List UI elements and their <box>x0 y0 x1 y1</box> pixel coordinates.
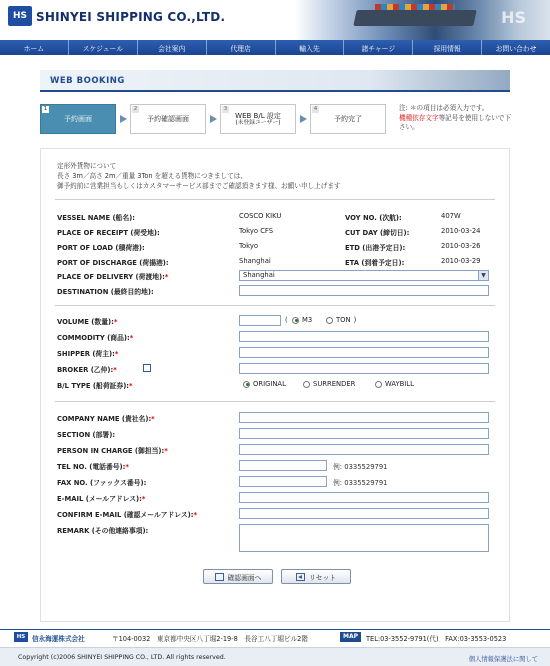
monitor-icon <box>215 573 224 581</box>
company-input[interactable] <box>239 412 489 423</box>
voy-label: VOY NO. (次航): <box>345 214 402 222</box>
destination-input[interactable] <box>239 285 489 296</box>
main-nav <box>0 40 550 55</box>
confirm-button[interactable] <box>203 569 273 584</box>
note-red-text: 機種依存文字 <box>399 113 439 122</box>
bl-original-label: ORIGINAL <box>253 380 286 388</box>
step-label: WEB B/L 設定 <box>235 111 281 120</box>
shipper-label-text: SHIPPER (荷主): <box>57 350 115 358</box>
note-line-1: 注: ＊の項目は必須入力です。 <box>399 104 489 112</box>
commodity-row <box>57 331 497 343</box>
volume-label-text: VOLUME (数量): <box>57 318 114 326</box>
confirm-button-label: 確認画面へ <box>227 573 262 582</box>
fax-input[interactable] <box>239 476 327 487</box>
tel-label-text: TEL NO. (電話番号): <box>57 463 126 471</box>
reset-button[interactable] <box>281 569 351 584</box>
nav-item-home[interactable]: ホーム <box>0 40 69 55</box>
reset-button-label: リセット <box>308 573 337 582</box>
nav-item-company[interactable]: 会社案内 <box>138 40 207 55</box>
broker-row <box>57 363 497 375</box>
paren-close: ) <box>353 316 357 324</box>
company-logo[interactable]: HS <box>8 6 32 26</box>
booking-steps <box>40 104 400 134</box>
nav-item-charges[interactable]: 諸チャージ <box>344 40 413 55</box>
arrow-right-icon <box>210 115 217 123</box>
nav-item-contact[interactable]: お問い合わせ <box>495 44 537 53</box>
step-number: 2 <box>133 106 138 113</box>
radio-selected-icon[interactable] <box>292 317 299 324</box>
etd-value: 2010-03-26 <box>441 242 481 250</box>
required-note <box>399 104 517 133</box>
person-row <box>57 444 497 456</box>
divider <box>55 305 495 306</box>
voy-value: 407W <box>441 212 461 220</box>
vessel-value: COSCO KIKU <box>239 212 282 220</box>
step-sublabel: (未登録ユーザー) <box>235 119 281 126</box>
ship-graphic <box>353 10 476 26</box>
delivery-label: PLACE OF DELIVERY (荷渡地):* <box>57 273 169 281</box>
port-of-load-value: Tokyo <box>239 242 259 250</box>
button-row <box>57 569 497 585</box>
load-row <box>57 241 497 253</box>
receipt-label: PLACE OF RECEIPT (荷受地): <box>57 229 160 237</box>
tel-example: 例: 0335529791 <box>333 463 388 471</box>
page-frame <box>34 62 518 622</box>
nav-item-schedule[interactable]: スケジュール <box>69 40 138 55</box>
footer-tel-fax: TEL:03-3552-9791(代) FAX:03-3553-0523 <box>366 635 507 643</box>
tel-row <box>57 460 497 472</box>
fax-example: 例: 0335529791 <box>333 479 388 487</box>
receipt-value: Tokyo CFS <box>239 227 274 235</box>
confirm-email-label-text: CONFIRM E-MAIL (確認メールアドレス): <box>57 511 194 519</box>
remark-label: REMARK (その他連絡事項): <box>57 527 149 535</box>
tel-label: TEL NO. (電話番号):* <box>57 463 129 471</box>
page-title: WEB BOOKING <box>50 76 125 86</box>
header-ship-image <box>295 0 550 40</box>
company-row <box>57 412 497 424</box>
back-arrow-icon <box>296 573 305 581</box>
port-of-load-label: PORT OF LOAD (積荷港): <box>57 244 145 252</box>
fax-row <box>57 476 497 488</box>
shipper-row <box>57 347 497 359</box>
privacy-link[interactable]: 個人情報保護法に関して <box>468 656 538 663</box>
unit-m3-label: M3 <box>302 316 313 324</box>
volume-input[interactable] <box>239 315 281 326</box>
shipper-input[interactable] <box>239 347 489 358</box>
tel-input[interactable] <box>239 460 327 471</box>
bl-original-radio[interactable] <box>243 380 286 388</box>
email-label-text: E-MAIL (メールアドレス): <box>57 495 142 503</box>
bl-surrender-radio[interactable] <box>303 380 355 388</box>
confirm-email-input[interactable] <box>239 508 489 519</box>
bl-type-row <box>57 379 497 391</box>
step-2 <box>130 104 206 134</box>
broker-input[interactable] <box>239 363 489 374</box>
step-number: 4 <box>313 106 318 113</box>
step-number: 1 <box>43 106 48 113</box>
chevron-down-icon[interactable]: ▼ <box>478 271 488 280</box>
notice-line: 定形外貨物について <box>57 162 117 170</box>
bl-waybill-label: WAYBILL <box>385 380 414 388</box>
volume-row <box>57 315 497 327</box>
nav-item-recruit[interactable]: 採用情報 <box>413 40 482 55</box>
bl-type-label-text: B/L TYPE (船荷証券): <box>57 382 130 390</box>
footer-divider <box>0 629 550 630</box>
vessel-label: VESSEL NAME (船名): <box>57 214 135 222</box>
delivery-label-text: PLACE OF DELIVERY (荷渡地): <box>57 273 165 281</box>
page-title-bar <box>40 70 510 92</box>
arrow-right-icon <box>120 115 127 123</box>
copyright-bar <box>0 647 550 666</box>
radio-icon[interactable] <box>303 381 310 388</box>
commodity-input[interactable] <box>239 331 489 342</box>
etd-label: ETD (出港予定日): <box>345 244 406 252</box>
company-label-text: COMPANY NAME (貴社名): <box>57 415 152 423</box>
step-number: 3 <box>223 106 228 113</box>
broker-label-text: BROKER (乙仲): <box>57 366 114 374</box>
step-label: 予約確認画面 <box>147 114 189 123</box>
nav-item-import[interactable]: 輸入先 <box>276 40 345 55</box>
section-input[interactable] <box>239 428 489 439</box>
notice-line: 長さ 3m／高さ 2m／重量 3Ton を超える貨物につきましては、 <box>57 172 247 181</box>
delivery-row <box>57 270 497 282</box>
discharge-label: PORT OF DISCHARGE (荷揚港): <box>57 259 169 267</box>
section-row <box>57 428 497 440</box>
unit-ton-radio[interactable] <box>326 316 356 324</box>
booking-form <box>40 148 510 622</box>
commodity-label-text: COMMODITY (商品): <box>57 334 130 342</box>
map-link[interactable]: MAP <box>340 632 361 642</box>
bl-surrender-label: SURRENDER <box>313 380 356 388</box>
receipt-row <box>57 226 497 238</box>
step-1 <box>40 104 116 134</box>
delivery-selected-value: Shanghai <box>243 271 275 279</box>
confirm-email-label: CONFIRM E-MAIL (確認メールアドレス):* <box>57 511 198 519</box>
unit-m3-radio[interactable] <box>292 316 312 324</box>
footer-company-name: 信永海運株式会社 <box>32 635 85 643</box>
vessel-row <box>57 211 497 223</box>
destination-label: DESTINATION (最終目的地): <box>57 288 154 296</box>
site-header <box>0 0 550 40</box>
hero-watermark: HS <box>501 8 526 27</box>
divider <box>55 199 495 200</box>
oversize-cargo-notice <box>57 161 341 192</box>
bl-waybill-radio[interactable] <box>375 380 414 388</box>
nav-item-agents[interactable]: 代理店 <box>207 40 276 55</box>
remark-textarea[interactable] <box>239 524 489 552</box>
broker-label: BROKER (乙仲):* <box>57 366 117 374</box>
discharge-value: Shanghai <box>239 257 271 265</box>
arrow-right-icon <box>300 115 307 123</box>
radio-selected-icon[interactable] <box>243 381 250 388</box>
footer-address: 〒104-0032 東京都中央区八丁堀2-19-8 長谷工八丁堀ビル2階 <box>112 635 308 643</box>
confirm-email-row <box>57 508 497 520</box>
copyright-text: Copyright (c)2006 SHINYEI SHIPPING CO., LTD. All rights reserved. <box>18 654 226 661</box>
unit-ton-label: TON <box>336 316 351 324</box>
shipper-label: SHIPPER (荷主):* <box>57 350 119 358</box>
step-label: 予約画面 <box>64 114 92 123</box>
step-3 <box>220 104 296 134</box>
notice-line: 御予約前に営業担当もしくはカスタマーサービス部までご確認頂きます様、お願い申し上げます <box>57 182 341 191</box>
step-label: 予約完了 <box>334 114 362 123</box>
volume-label: VOLUME (数量):* <box>57 318 118 326</box>
radio-icon[interactable] <box>326 317 333 324</box>
paren-open: ( <box>285 316 288 324</box>
cut-day-value: 2010-03-24 <box>441 227 481 235</box>
step-4 <box>310 104 386 134</box>
divider <box>55 401 495 402</box>
footer-info <box>14 631 544 645</box>
section-label: SECTION (部署): <box>57 431 116 439</box>
eta-value: 2010-03-29 <box>441 257 481 265</box>
bl-type-label: B/L TYPE (船荷証券):* <box>57 382 133 390</box>
radio-icon[interactable] <box>375 381 382 388</box>
commodity-label: COMMODITY (商品):* <box>57 334 134 342</box>
remark-row <box>57 524 497 554</box>
person-label-text: PERSON IN CHARGE (御担当): <box>57 447 165 455</box>
delivery-select[interactable] <box>239 270 489 281</box>
email-row <box>57 492 497 504</box>
eta-label: ETA (到着予定日): <box>345 259 405 267</box>
fax-label: FAX NO. (ファックス番号): <box>57 479 147 487</box>
person-label: PERSON IN CHARGE (御担当):* <box>57 447 168 455</box>
footer-logo: HS <box>14 632 28 642</box>
destination-row <box>57 285 497 297</box>
discharge-row <box>57 256 497 268</box>
email-input[interactable] <box>239 492 489 503</box>
cut-day-label: CUT DAY (締切日): <box>345 229 410 237</box>
broker-checkbox[interactable] <box>143 364 151 372</box>
email-label: E-MAIL (メールアドレス):* <box>57 495 146 503</box>
company-label: COMPANY NAME (貴社名):* <box>57 415 155 423</box>
company-name: SHINYEI SHIPPING CO.,LTD. <box>36 10 226 24</box>
person-input[interactable] <box>239 444 489 455</box>
note-line-2: 等記号を使用しないで下さい。 <box>399 113 512 132</box>
